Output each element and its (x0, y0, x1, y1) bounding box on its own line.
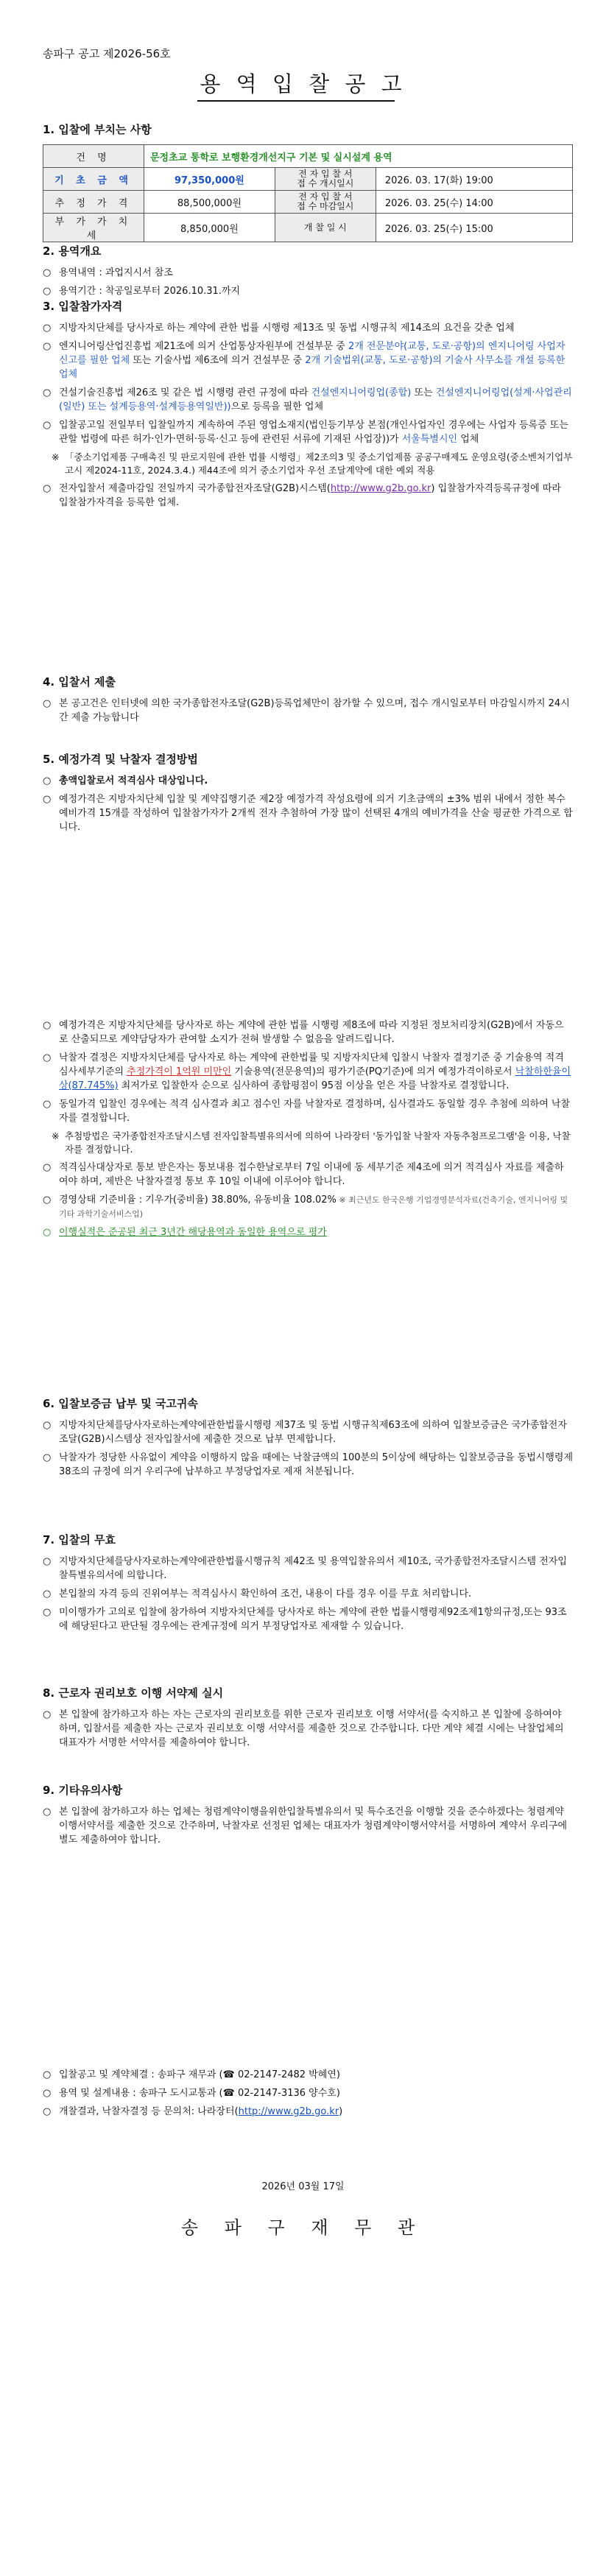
project-name: 문정초교 통학로 보행환경개선지구 기본 및 실시설계 용역 (144, 145, 573, 168)
bid-close-label: 전 자 입 찰 서 접 수 마감일시 (275, 191, 376, 214)
list-item: ○ 총액입찰로서 적격심사 대상입니다. (43, 775, 208, 786)
section-award-method (43, 751, 573, 1244)
list-item: ○ 미이행가가 고의로 입찰에 참가하여 지방자치단체를 당사자로 하는 계약에 관한 법률시행령제92조제1항의규정,또는 93조에 해당된다고 판단될 경우에는 관계규정에 의거 부정당업자로 제재할 수 있습니다. (43, 1607, 567, 1632)
list-item: ○ 용역 및 설계내용 : 송파구 도시교통과 (☎ 02-2147-3136 양수호) (43, 2088, 340, 2099)
section-deposit (43, 1396, 573, 1483)
list-item: ○ 본입찰의 자격 등의 진위여부는 적격심사시 확인하여 조건, 내용이 다를 경우 이를 무효 처리합니다. (43, 1588, 472, 1600)
vat-value: 8,850,000원 (144, 214, 275, 242)
list-item: ○ 지방자치단체를당사자로하는계약에관한법률시행령 제37조 및 동법 시행규칙제63조에 의하여 입찰보증금은 국가종합전자조달(G2B)시스템상 전자입찰서에 제출한 것으로 납부 면제합니다. (43, 1420, 567, 1445)
g2b-link[interactable]: http://www.g2b.go.kr (330, 483, 431, 494)
page-title: 용 역 입 찰 공 고 (200, 71, 406, 96)
bid-close-date: 2026. 03. 25(수) 14:00 (376, 191, 572, 214)
section-bid-items (43, 122, 573, 242)
section-qualification (43, 298, 573, 514)
list-item: ○ 본 입찰에 참가하고자 하는 자는 근로자의 권리보호를 위한 근로자 권리보호 이행 서약서(를 숙지하고 본 입찰에 응하여야 하며, 입찰서를 제출한 자는 근로자 권리보호 이행 서약서를 제출한 것으로 간주합니다. 다만 계약 체결 시에는 낙찰업체의 대표자가 서명한 서약서를 제출하여야 합니다. (43, 1709, 564, 1748)
opening-date: 2026. 03. 25(수) 15:00 (376, 214, 572, 242)
name-label: 건 명 (43, 145, 144, 168)
list-item: ○ 본 공고건은 인터넷에 의한 국가종합전자조달(G2B)등록업체만이 참가할 수 있으며, 접수 개시일로부터 마감일시까지 24시간 제출 가능합니다 (43, 698, 570, 723)
list-item: ○ 경영상태 기준비율 : 기우가(중비율) 38.80%, 유동비율 108.02% ※ 최근년도 한국은행 기업경영분석자료(건축기술, 엔지니어링 및 기타 과학기술서비스업) (43, 1194, 568, 1219)
note-item: ※ 「중소기업제품 구매촉진 및 판로지원에 관한 법률 시행령」제2조의3 및 중소기업제품 공공구매제도 운영요령(중소벤처기업부고시 제2024-11호, 2024.3.4.) 제44조에 의거 중소기업자 우선 조달계약에 대한 예외 적용 (52, 451, 573, 476)
notice-date: 2026년 03월 17일 (261, 2181, 345, 2192)
base-amount-value: 97,350,000원 (144, 168, 275, 191)
list-item: ○ 본 입찰에 참가하고자 하는 업체는 청렴계약이행을위한입찰특별유의서 및 특수조건을 이행할 것을 준수하겠다는 청렴계약이행서약서를 제출한 것으로 간주하며, 낙찰자로 선정된 업체는 대표자가 청렴계약이행서약서를 서명하여 계약서 우리구에 별도 제출하여야 합니다. (43, 1806, 568, 1845)
issuer-signature: 송 파 구 재 무 관 (180, 2217, 426, 2238)
note-item: ※ 추첨방법은 국가종합전자조달시스템 전자입찰특별유의서에 의하여 나라장터 '동가입찰 낙찰자 자동추첨프로그램'을 이용, 낙찰자를 결정합니다. (52, 1130, 571, 1155)
list-item: ○ 전자입찰서 제출마감일 전일까지 국가종합전자조달(G2B)시스템(http://www.g2b.go.kr) 입찰참가자격등록규정에 따라 입찰참가자격을 등록한 업체. (43, 483, 561, 508)
list-item: ○ 동일가격 입찰인 경우에는 적격 심사결과 최고 점수인 자를 낙찰자로 결정하며, 심사결과도 동일할 경우 추첨에 의하여 낙찰자를 결정합니다. (43, 1099, 571, 1124)
list-item: ○ 입찰공고 및 계약체결 : 송파구 재무과 (☎ 02-2147-2482 박혜연) (43, 2069, 340, 2080)
list-item: ○ 예정가격은 지방자치단체 입찰 및 계약집행기준 제2장 예정가격 작성요령에 의거 기초금액의 ±3% 범위 내에서 정한 복수예비가격 15개를 작성하여 입찰참가자가 2개씩 전자 추첨하여 가장 많이 선택된 4개의 예비가격을 산술 평균한 가격으로 합니다. (43, 794, 573, 833)
bid-summary-table (43, 144, 573, 242)
section-submission (43, 674, 573, 729)
section-title: 2. 용역개요 (43, 244, 102, 258)
list-item: ○ 낙찰자 결정은 지방자치단체를 당사자로 하는 계약에 관한법률 및 지방자치단체 입찰시 낙찰자 결정기준 중 기술용역 적격심사세부기준의 추정가격이 1억원 미만인 기술용역(전문용역)의 평가기준(PQ기준)에 의거 예정가격이하로서 낙찰하한율이상(87.745%) 최저가로 입찰한자 순으로 심사하여 종합평점이 95점 이상을 얻은 자를 낙찰자로 결정합니다. (43, 1052, 571, 1091)
g2b-link[interactable]: http://www.g2b.go.kr (238, 2106, 339, 2117)
section-overview (43, 243, 573, 303)
section-title: 9. 기타유의사항 (43, 1784, 123, 1797)
list-item: ○ 용역기간 : 착공일로부터 2026.10.31.까지 (43, 286, 241, 297)
notice-number: 송파구 공고 제2026-56호 (43, 47, 171, 60)
base-amount-label: 기 초 금 액 (43, 168, 144, 191)
list-item: ○ 용역내역 : 과업지시서 참조 (43, 267, 173, 278)
section-contacts (43, 2068, 573, 2123)
list-item: ○ 입찰공고일 전일부터 입찰일까지 계속하여 주된 영업소재지(법인등기부상 본점(개인사업자인 경우에는 사업자 등록증 또는 관할 법령에 따른 허가·인가·면허·등록·신고 등에 관련된 서류에 기재된 사업장))가 서울특별시인 업체 (43, 420, 568, 445)
section-title: 3. 입찰참가자격 (43, 300, 123, 313)
bid-open-label: 전 자 입 찰 서 접 수 개시일시 (275, 168, 376, 191)
vat-label: 부 가 가 치 세 (43, 214, 144, 242)
section-worker-rights (43, 1685, 573, 1754)
section-title: 5. 예정가격 및 낙찰자 결정방법 (43, 753, 198, 766)
section-title: 4. 입찰서 제출 (43, 675, 116, 689)
opening-label: 개 찰 일 시 (275, 214, 376, 242)
list-item: ○ 예정가격은 지방자치단체를 당사자로 하는 계약에 관한 법률 시행령 제8조에 따라 지정된 정보처리장치(G2B)에서 자동으로 산출되므로 계약담당자가 관여할 소지가 전혀 발생할 수 없음을 알려드립니다. (43, 1020, 564, 1045)
section-title: 7. 입찰의 무효 (43, 1533, 116, 1546)
title-underline (197, 100, 395, 102)
list-item: ○ 개찰결과, 낙찰자결정 등 문의처: 나라장터(http://www.g2b.go.kr) (43, 2106, 343, 2117)
list-item: ○ 낙찰자가 정당한 사유없이 계약을 이행하지 않을 때에는 낙찰금액의 100분의 5이상에 해당하는 입찰보증금을 동법시행령제38조의 규정에 의거 우리구에 납부하고 부정당업자로 제재 처분됩니다. (43, 1452, 574, 1477)
section-invalid-bid (43, 1532, 573, 1638)
list-item: ○ 건설기술진흥법 제26조 및 같은 법 시행령 관련 규정에 따라 건설엔지니어링업(종합) 또는 건설엔지니어링업(설계·사업관리(일반) 또는 설계등용역·설계등용역일반))으로 등록을 필한 업체 (43, 387, 572, 412)
list-item: ○ 지방자치단체를당사자로하는계약에관한법률시행규칙 제42조 및 용역입찰유의서 제10조, 국가종합전자조달시스템 전자입찰특별유의서에 의합니다. (43, 1556, 567, 1581)
list-item: ○ 지방자치단체를 당사자로 하는 계약에 관한 법률 시행령 제13조 및 동법 시행규칙 제14조의 요건을 갖춘 업체 (43, 323, 515, 334)
list-item: ○ 적격심사대상자로 통보 받은자는 통보내용 접수한날로부터 7일 이내에 동 세부기준 제4조에 의거 적격심사 자료를 제출하여야 하며, 제반은 낙찰자결정 통보 후 10일 이내에 이루어야 합니다. (43, 1162, 564, 1187)
section-title: 1. 입찰에 부치는 사항 (43, 123, 152, 136)
estimated-price-value: 88,500,000원 (144, 191, 275, 214)
section-other-notes (43, 1782, 573, 1851)
section-title: 6. 입찰보증금 납부 및 국고귀속 (43, 1397, 198, 1410)
estimated-price-label: 추 정 가 격 (43, 191, 144, 214)
list-item: ○ 엔지니어링산업진흥법 제21조에 의거 산업통상자원부에 건설부문 중 2개 전문분야(교통, 도로·공항)의 엔지니어링 사업자 신고를 필한 업체 또는 기술사법 제6조에 의거 건설부문 중 2개 기술법위(교통, 도로·공항)의 기술사 사무소를 개설 등록한 업체 (43, 341, 566, 380)
list-item: ○ 이행실적은 준공된 최근 3년간 해당용역과 동일한 용역으로 평가 (43, 1227, 327, 1238)
section-title: 8. 근로자 권리보호 이행 서약제 실시 (43, 1686, 224, 1700)
bid-open-date: 2026. 03. 17(화) 19:00 (376, 168, 572, 191)
